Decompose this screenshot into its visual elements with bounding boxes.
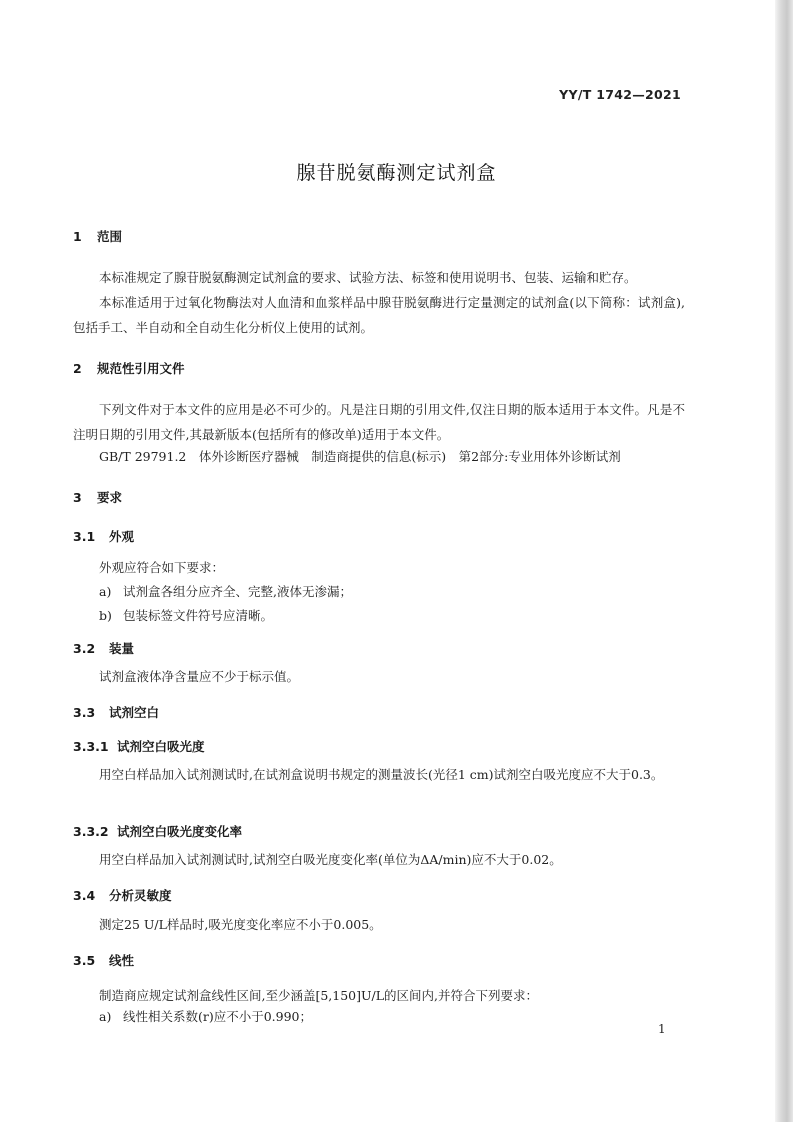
list-label: b) [99,608,112,623]
sec2-reference: GB/T 29791.2 体外诊断医疗器械 制造商提供的信息(标示) 第2部分:专业用体外诊断试剂 [99,449,621,464]
list-text: 试剂盒各组分应齐全、完整,液体无渗漏； [123,584,352,599]
section-3-5-heading [73,951,134,969]
section-title: 外观 [109,529,135,544]
section-2-heading [73,359,185,377]
section-3-3-2-heading [73,822,242,840]
page-number: 1 [658,1022,666,1036]
sec3-4-text: 测定25 U/L样品时,吸光度变化率应不小于0.005。 [99,917,382,932]
section-title: 要求 [97,490,123,505]
section-title: 分析灵敏度 [109,888,172,903]
section-title: 规范性引用文件 [97,361,185,376]
sec1-paragraph-2: 本标准适用于过氧化物酶法对人血清和血浆样品中腺苷脱氨酶进行定量测定的试剂盒(以下简称：试剂盒),包括手工、半自动和全自动生化分析仪上使用的试剂。 [73,295,685,335]
section-3-3-1-heading [73,737,205,755]
section-number: 3.4 [73,888,96,903]
section-3-4-heading [73,886,172,904]
section-number: 3.3.2 [73,824,109,839]
sec3-3-1-text: 用空白样品加入试剂测试时,在试剂盒说明书规定的测量波长(光径1 cm)试剂空白吸光度应不大于0.3。 [99,767,664,782]
sec2-paragraph-1: 下列文件对于本文件的应用是必不可少的。凡是注日期的引用文件,仅注日期的版本适用于本文件。凡是不注明日期的引用文件,其最新版本(包括所有的修改单)适用于本文件。 [73,402,685,442]
section-title: 装量 [109,641,135,656]
document-title: 腺苷脱氨酶测定试剂盒 [296,162,497,184]
section-3-2-heading [73,639,134,657]
section-3-heading [73,488,122,506]
sec3-3-2-text: 用空白样品加入试剂测试时,试剂空白吸光度变化率(单位为ΔA/min)应不大于0.02。 [99,852,562,867]
list-item [99,603,273,628]
section-number: 3.5 [73,953,96,968]
sec3-2-text: 试剂盒液体净含量应不少于标示值。 [99,669,300,684]
sec3-5-text: 制造商应规定试剂盒线性区间,至少涵盖[5,150]U/L的区间内,并符合下列要求： [99,988,539,1003]
sec3-1-intro: 外观应符合如下要求： [99,560,225,575]
section-number: 3.1 [73,529,96,544]
section-number: 3.2 [73,641,96,656]
section-title: 试剂空白 [109,705,160,720]
section-3-3-heading [73,703,159,721]
section-title: 试剂空白吸光度 [117,739,205,754]
section-number: 3 [73,490,82,505]
standard-code: YY/T 1742—2021 [559,87,681,102]
section-number: 3.3.1 [73,739,109,754]
list-item [99,579,352,604]
list-label: a) [99,584,112,599]
section-1-heading [73,227,122,245]
sec1-paragraph-1: 本标准规定了腺苷脱氨酶测定试剂盒的要求、试验方法、标签和使用说明书、包装、运输和贮存。 [99,270,637,285]
section-title: 范围 [97,229,123,244]
list-text: 线性相关系数(r)应不小于0.990； [123,1009,313,1024]
section-title: 线性 [109,953,135,968]
section-3-1-heading [73,527,134,545]
list-text: 包装标签文件符号应清晰。 [123,608,274,623]
section-number: 2 [73,361,82,376]
list-item [99,1004,312,1029]
section-title: 试剂空白吸光度变化率 [117,824,243,839]
section-number: 3.3 [73,705,96,720]
list-label: a) [99,1009,112,1024]
section-number: 1 [73,229,82,244]
